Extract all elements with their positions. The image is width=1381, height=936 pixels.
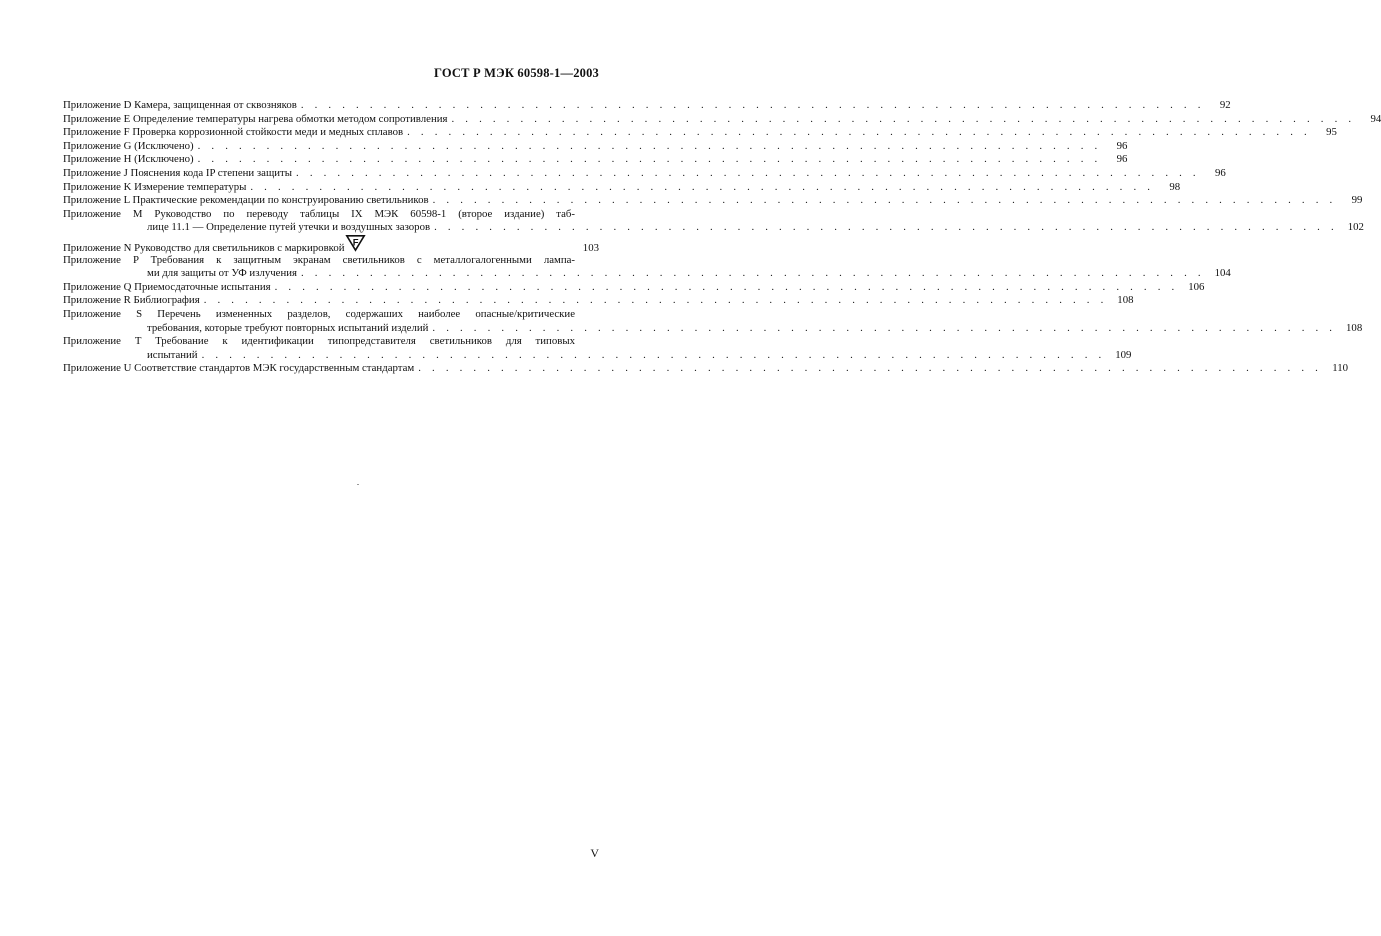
dot-leader: . . . . . . . . . . . . . . . . . . . . . . . . . . . . . . . . . . . . . . . . . . . . . . . . . . . . . . . . . . . . . . . . . .	[250, 180, 1155, 193]
toc-page-number: 109	[1115, 348, 1132, 361]
toc-entry-title-continued: лице 11.1 — Определение путей утечки и воздушных зазоров	[147, 221, 431, 234]
toc-entry-title: Приложение N Руководство для светильников с маркировкой	[63, 241, 345, 254]
toc-entry-title: Приложение U Соответствие стандартов МЭК государственным стандартам	[63, 362, 415, 375]
scan-speck	[357, 484, 359, 485]
toc-page-number: 98	[1169, 180, 1181, 193]
toc-entry-title: Приложение J Пояснения кода IP степени защиты	[63, 166, 293, 179]
toc-entry-r[interactable]	[63, 294, 1134, 308]
toc-entry-e[interactable]	[63, 112, 1381, 127]
toc-entry-p[interactable]	[63, 253, 1231, 281]
dot-leader: . . . . . . . . . . . . . . . . . . . . . . . . . . . . . . . . . . . . . . . . . . . . . . . . . . . . . . . . . . . . . . . . . .	[432, 321, 1337, 334]
toc-entry-l[interactable]	[63, 194, 1363, 208]
toc-entry-title-continued: ми для защиты от УФ излучения	[147, 267, 297, 280]
toc-entry-title: Приложение S Перечень измененных разделов, содержаших наиболее опасные/критические	[63, 307, 575, 320]
toc-entry-k[interactable]	[63, 180, 1181, 195]
toc-entry-title: Приложение M Руководство по переводу таблицы IX МЭК 60598-1 (второе издание) таб-	[63, 207, 575, 220]
toc-entry-title-continued: испытаний	[147, 348, 198, 361]
toc-page-number: 108	[1117, 294, 1134, 307]
toc-page-number: 96	[1116, 139, 1128, 152]
toc-entry-title: Приложение G (Исключено)	[63, 139, 194, 152]
dot-leader: . . . . . . . . . . . . . . . . . . . . . . . . . . . . . . . . . . . . . . . . . . . . . . . . . . . . . . . . . . . . . . . . . .	[418, 362, 1323, 375]
toc-page-number: 95	[1326, 126, 1337, 139]
toc-entry-title: Приложение D Камера, защищенная от сквозняков	[63, 99, 297, 111]
toc-page-number: 103	[582, 241, 599, 254]
dot-leader: . . . . . . . . . . . . . . . . . . . . . . . . . . . . . . . . . . . . . . . . . . . . . . . . . . . . . . . . . . . . . . . . . .	[407, 126, 1311, 139]
document-header: ГОСТ Р МЭК 60598-1—2003	[434, 66, 599, 80]
toc-entry-title: Приложение L Практические рекомендации по конструированию светильников	[63, 194, 429, 207]
marking-letter: F	[352, 237, 359, 249]
dot-leader: . . . . . . . . . . . . . . . . . . . . . . . . . . . . . . . . . . . . . . . . . . . . . . . . . . . . . . . . . . . . . . . . . .	[197, 153, 1102, 166]
f-triangle-marking-icon	[346, 235, 365, 256]
toc-entry-h[interactable]	[63, 153, 1128, 167]
toc-page-number: 108	[1346, 321, 1363, 334]
toc-entry-title: Приложение R Библиография	[63, 294, 200, 307]
toc-page-number: 110	[1332, 362, 1349, 375]
dot-leader: . . . . . . . . . . . . . . . . . . . . . . . . . . . . . . . . . . . . . . . . . . . . . . . . . . . . . . . . . . . . . . . . . .	[203, 294, 1108, 307]
dot-leader: . . . . . . . . . . . . . . . . . . . . . . . . . . . . . . . . . . . . . . . . . . . . . . . . . . . . . . . . . . . . . . . . . .	[432, 194, 1337, 207]
toc-entry-title: Приложение K Измерение температуры	[63, 180, 247, 193]
dot-leader: . . . . . . . . . . . . . . . . . . . . . . . . . . . . . . . . . . . . . . . . . . . . . . . . . . . . . . . . . . . . . . . . . .	[434, 221, 1338, 234]
toc-entry-title: Приложение T Требование к идентификации типопредставителя светильников для типовых	[63, 335, 575, 348]
toc-entry-title: Приложение P Требования к защитным экранам светильников с металлогалогенными лампа-	[63, 253, 575, 266]
toc-entry-q[interactable]	[63, 280, 1205, 295]
toc-entry-n[interactable]	[63, 235, 599, 254]
toc-entry-title: Приложение Q Приемосдаточные испытания	[63, 280, 271, 293]
toc-entry-t[interactable]	[63, 335, 1132, 362]
toc-entry-u[interactable]	[63, 362, 1349, 376]
toc-entry-d[interactable]	[63, 99, 1231, 113]
dot-leader: . . . . . . . . . . . . . . . . . . . . . . . . . . . . . . . . . . . . . . . . . . . . . . . . . . . . . . . . . . . . . . . . . .	[451, 112, 1356, 125]
toc-entry-title: Приложение F Проверка коррозионной стойкости меди и медных сплавов	[63, 126, 404, 139]
toc-page-number: 102	[1347, 221, 1364, 234]
toc-page-number: 96	[1215, 166, 1226, 179]
toc-entry-f[interactable]	[63, 126, 1337, 140]
toc-entry-m[interactable]	[63, 207, 1364, 235]
toc-page-number: 104	[1214, 267, 1231, 280]
dot-leader: . . . . . . . . . . . . . . . . . . . . . . . . . . . . . . . . . . . . . . . . . . . . . . . . . . . . . . . . . . . . . . . . . .	[197, 139, 1102, 152]
toc-page-number: 99	[1351, 194, 1363, 207]
dot-leader: . . . . . . . . . . . . . . . . . . . . . . . . . . . . . . . . . . . . . . . . . . . . . . . . . . . . . . . . . . . . . . . . . .	[296, 166, 1200, 179]
dot-leader: . . . . . . . . . . . . . . . . . . . . . . . . . . . . . . . . . . . . . . . . . . . . . . . . . . . . . . . . . . . . . . . . . .	[300, 99, 1205, 111]
toc-entry-s[interactable]	[63, 307, 1363, 335]
toc-page-number: 106	[1188, 280, 1205, 293]
toc-entry-j[interactable]	[63, 166, 1226, 181]
toc-page-number: 94	[1370, 112, 1381, 125]
dot-leader: . . . . . . . . . . . . . . . . . . . . . . . . . . . . . . . . . . . . . . . . . . . . . . . . . . . . . . . . . . . . . . . . . .	[301, 267, 1205, 280]
toc-page-number: 92	[1219, 99, 1231, 111]
toc-page-number: 96	[1116, 153, 1128, 166]
toc-entry-title: Приложение H (Исключено)	[63, 153, 194, 166]
dot-leader: . . . . . . . . . . . . . . . . . . . . . . . . . . . . . . . . . . . . . . . . . . . . . . . . . . . . . . . . . . . . . . . . . .	[274, 280, 1179, 293]
dot-leader: . . . . . . . . . . . . . . . . . . . . . . . . . . . . . . . . . . . . . . . . . . . . . . . . . . . . . . . . . . . . . . . . . .	[201, 348, 1106, 361]
toc-entry-title: Приложение E Определение температуры нагрева обмотки методом сопротивления	[63, 112, 448, 125]
toc-entry-g[interactable]	[63, 139, 1128, 154]
toc-entry-title-continued: требования, которые требуют повторных испытаний изделий	[147, 321, 429, 334]
page-number: V	[590, 846, 599, 860]
table-of-contents	[63, 99, 1381, 376]
